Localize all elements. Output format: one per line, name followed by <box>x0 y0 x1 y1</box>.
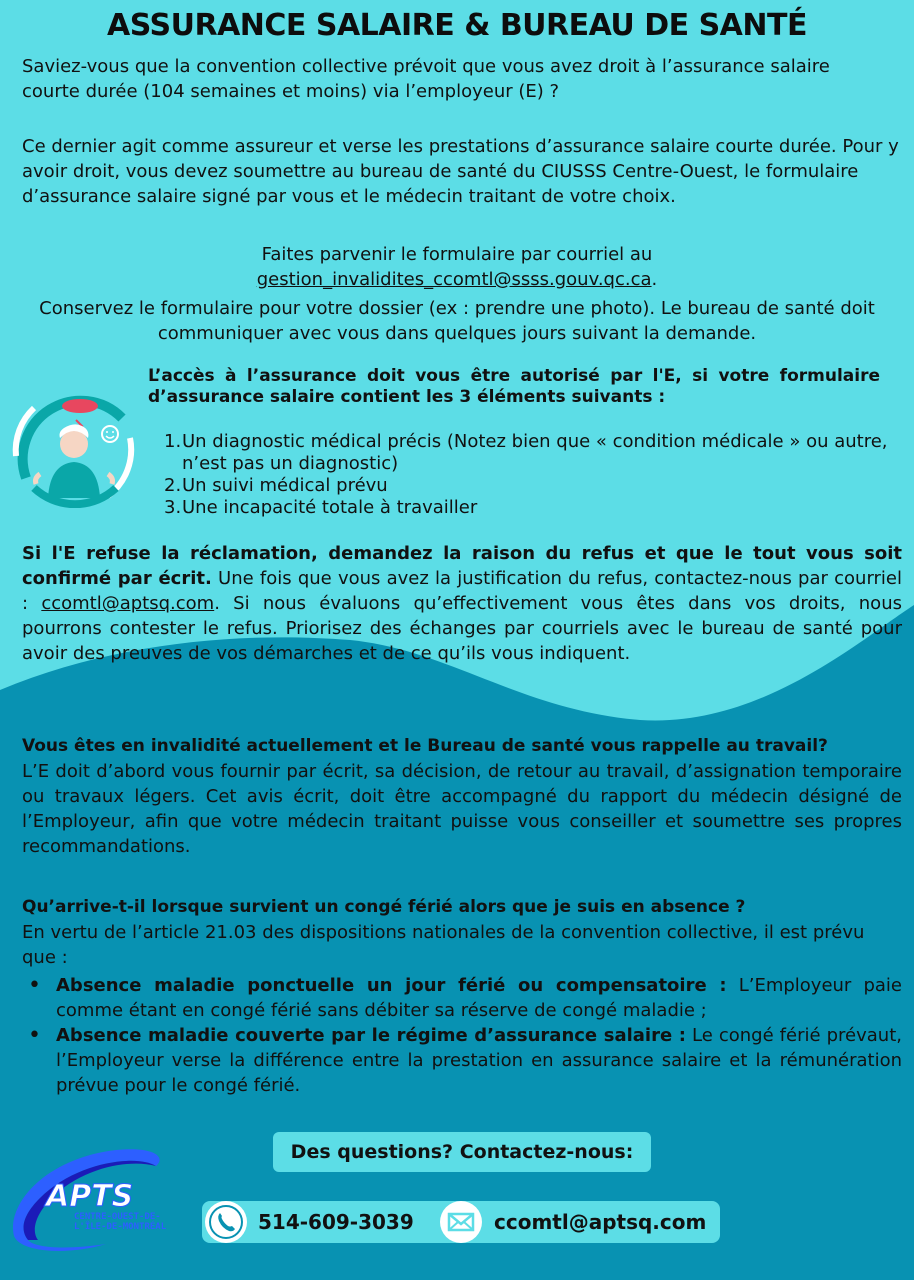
send-suffix: . <box>651 269 658 290</box>
criteria-item: 1. Un diagnostic médical précis (Notez bien que « condition médicale » ou autre, n’est pas un diagnostic) <box>164 431 888 474</box>
logo-subtitle: CENTRE-OUEST-DE- L'ÎLE-DE-MONTRÉAL <box>74 1212 167 1232</box>
criteria-list <box>164 431 902 519</box>
refusal-bold: Si l'E refuse la réclamation, demandez la raison du refus et que le tout vous soit confirmé par écrit. <box>22 543 902 589</box>
send-prefix: Faites parvenir le formulaire par courriel au <box>261 244 653 265</box>
phone-icon <box>203 1199 249 1245</box>
refusal-paragraph: Si l'E refuse la réclamation, demandez la raison du refus et que le tout vous soit confirmé par écrit. Une fois que vous avez la justification du refus, contactez-nous par courriel : ccomtl@aptsq.com. Si nous évaluons qu’effectivement vous êtes dans vos droits, nous pourrons contester le refus. Priorisez des échanges par courriels avec le bureau de santé pour avoir des preuves de vos démarches et de ce qu’ils vous indiquent. <box>22 543 903 664</box>
criteria-item: 3. Une incapacité totale à travailler <box>164 497 478 518</box>
list-item: • Absence maladie couverte par le régime d’assurance salaire : Le congé férié prévaut, l’Employeur verse la différence entre la prestation en assurance salaire et la rémunération prévue pour le congé férié. <box>56 1023 902 1098</box>
apts-logo <box>6 1144 176 1254</box>
logo-wordmark: APTS <box>46 1179 134 1214</box>
keep-form-paragraph: Conservez le formulaire pour votre dossier (ex : prendre une photo). Le bureau de santé doit communiquer avec vous dans quelques jours suivant la demande. <box>39 298 875 344</box>
questions-banner: Des questions? Contactez-nous: <box>273 1132 651 1172</box>
page-title: ASSURANCE SALAIRE & BUREAU DE SANTÉ <box>107 8 807 43</box>
health-worker-illustration <box>4 378 144 508</box>
send-form-paragraph <box>22 242 892 292</box>
invalidity-heading: Vous êtes en invalidité actuellement et le Bureau de santé vous rappelle au travail? <box>22 736 828 756</box>
mail-icon <box>438 1199 484 1245</box>
phone-number[interactable]: 514-609-3039 <box>258 1210 414 1234</box>
invalidity-paragraph: L’E doit d’abord vous fournir par écrit, sa décision, de retour au travail, d’assignation temporaire ou travaux légers. Cet avis écrit, doit être accompagné du rapport du médecin désigné de l’Employeur, afin que votre médecin traitant puisse vous conseiller et soumettre ses propres recommandations. <box>22 761 902 857</box>
holiday-heading: Qu’arrive-t-il lorsque survient un congé férié alors que je suis en absence ? <box>22 897 746 917</box>
contact-email[interactable]: ccomtl@aptsq.com <box>494 1210 707 1234</box>
criteria-heading: L’accès à l’assurance doit vous être autorisé par l'E, si votre formulaire d’assurance salaire contient les 3 éléments suivants : <box>148 366 880 407</box>
union-email-link[interactable]: ccomtl@aptsq.com <box>41 593 215 614</box>
criteria-item: 2. Un suivi médical prévu <box>164 475 388 496</box>
insurer-paragraph: Ce dernier agit comme assureur et verse les prestations d’assurance salaire courte durée. Pour y avoir droit, vous devez soumettre au bureau de santé du CIUSSS Centre-Ouest, le formulaire d’assurance salaire signé par vous et le médecin traitant de votre choix. <box>22 136 899 207</box>
holiday-bullets <box>56 973 902 1098</box>
holiday-intro: En vertu de l’article 21.03 des dispositions nationales de la convention collective, il est prévu que : <box>22 922 865 968</box>
health-office-email-link[interactable]: gestion_invalidites_ccomtl@ssss.gouv.qc.ca <box>256 269 652 290</box>
intro-paragraph: Saviez-vous que la convention collective prévoit que vous avez droit à l’assurance salaire courte durée (104 semaines et moins) via l’employeur (E) ? <box>22 56 830 102</box>
list-item: • Absence maladie ponctuelle un jour férié ou compensatoire : L’Employeur paie comme étant en congé férié sans débiter sa réserve de congé maladie ; <box>56 973 902 1023</box>
